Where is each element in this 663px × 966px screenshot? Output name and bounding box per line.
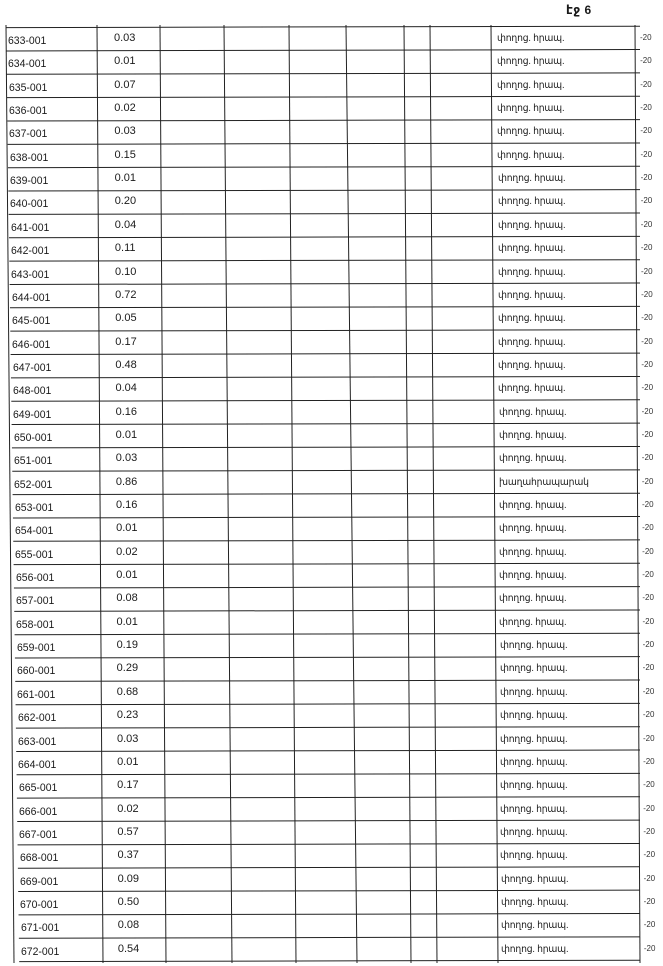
table-row (0, 681, 663, 704)
parcel-code: 666-001 (18, 805, 58, 818)
page-number: էջ 6 (566, 3, 592, 17)
row-note: -20 (641, 429, 654, 439)
land-use-description: փողոց. հրապ. (499, 523, 567, 535)
area-value: 0.03 (115, 452, 138, 465)
parcel-code: 670-001 (20, 898, 59, 911)
land-use-description: փողոց. հրապ. (500, 920, 569, 932)
parcel-code: 668-001 (19, 852, 58, 865)
parcel-code: 652-001 (14, 478, 53, 491)
parcel-code: 660-001 (16, 665, 56, 678)
land-use-description: փողոց. հրապ. (499, 686, 568, 698)
area-value: 0.11 (114, 242, 136, 255)
parcel-code: 650-001 (13, 431, 52, 444)
parcel-code: 636-001 (8, 105, 48, 118)
land-use-description: փողոց. հրապ. (497, 126, 565, 138)
row-note: -20 (641, 383, 654, 393)
table-row (0, 774, 663, 797)
row-note: -20 (643, 756, 655, 766)
table-row (0, 798, 663, 821)
area-value: 0.08 (117, 919, 140, 932)
row-note: -20 (640, 33, 652, 42)
land-use-description: փողոց. հրապ. (499, 616, 567, 628)
land-use-description: փողոց. հրապ. (498, 383, 566, 395)
area-value: 0.04 (114, 218, 137, 231)
parcel-code: 671-001 (20, 922, 59, 935)
row-note: -20 (643, 850, 656, 860)
area-value: 0.37 (117, 849, 139, 862)
row-note: -20 (641, 476, 654, 486)
table-row (0, 704, 663, 727)
area-value: 0.23 (116, 709, 139, 722)
parcel-code: 663-001 (17, 735, 57, 748)
area-value: 0.54 (117, 942, 140, 955)
table-row (0, 214, 663, 237)
table-row (0, 891, 663, 914)
table-row (0, 120, 663, 143)
table-row (0, 938, 663, 961)
land-use-description: փողոց. հրապ. (497, 173, 565, 185)
table-row (0, 914, 663, 937)
row-note: -20 (642, 570, 654, 580)
row-note: -20 (642, 523, 654, 533)
area-value: 0.01 (114, 172, 137, 185)
land-use-description: փողոց. հրապ. (498, 313, 566, 325)
row-note: -20 (640, 243, 653, 253)
parcel-code: 655-001 (15, 548, 54, 561)
parcel-code: 645-001 (11, 315, 51, 328)
area-value: 0.02 (117, 802, 139, 815)
area-value: 0.72 (115, 288, 137, 301)
land-use-description: փողոց. հրապ. (500, 826, 568, 838)
land-use-description: փողոց. հրապ. (500, 850, 568, 862)
area-value: 0.17 (115, 335, 137, 348)
table-row (0, 354, 663, 377)
area-value: 0.19 (116, 639, 138, 652)
table-row (0, 868, 663, 891)
row-note: -20 (641, 336, 653, 346)
table-row (0, 331, 663, 354)
land-use-description: փողոց. հրապ. (497, 219, 566, 231)
parcel-code: 651-001 (13, 455, 53, 468)
table-row (0, 50, 663, 73)
parcel-code: 661-001 (17, 688, 56, 701)
parcel-code: 665-001 (18, 782, 57, 795)
row-note: -20 (642, 640, 655, 650)
table-row (0, 657, 663, 680)
land-use-description: փողոց. հրապ. (498, 429, 567, 441)
row-note: -20 (640, 79, 652, 89)
area-value: 0.16 (115, 405, 137, 418)
land-use-description: փողոց. հրապ. (498, 359, 566, 371)
area-value: 0.04 (115, 382, 137, 395)
row-note: -20 (642, 710, 655, 720)
land-use-description: փողոց. հրապ. (497, 243, 566, 255)
row-note: -20 (642, 686, 655, 696)
land-use-description: փողոց. հրապ. (497, 266, 566, 278)
parcel-code: 637-001 (9, 128, 48, 141)
land-use-description: փողոց. հրապ. (500, 896, 568, 908)
table-row (0, 424, 663, 447)
row-note: -20 (642, 616, 655, 626)
table-row (0, 401, 663, 424)
area-value: 0.20 (114, 195, 137, 208)
land-use-description: փողոց. հրապ. (499, 663, 568, 675)
area-value: 0.03 (114, 125, 136, 138)
area-value: 0.01 (116, 615, 138, 628)
parcel-code: 672-001 (20, 945, 60, 958)
table-row (0, 307, 663, 330)
table-row (0, 634, 663, 657)
land-use-description: փողոց. հրապ. (499, 593, 567, 605)
land-use-description: փողոց. հրապ. (498, 336, 566, 348)
parcel-code: 649-001 (13, 408, 52, 421)
parcel-code: 642-001 (10, 245, 50, 258)
row-note: -20 (643, 943, 656, 953)
row-note: -20 (641, 406, 654, 416)
parcel-code: 643-001 (11, 268, 50, 281)
area-value: 0.01 (115, 428, 138, 441)
row-note: -20 (643, 803, 655, 813)
table-row (0, 190, 663, 213)
parcel-code: 664-001 (18, 758, 57, 771)
table-row (0, 167, 663, 190)
land-use-description: փողոց. հրապ. (500, 943, 569, 955)
area-value: 0.10 (114, 265, 137, 278)
row-note: -20 (643, 873, 656, 883)
area-value: 0.01 (116, 522, 138, 535)
parcel-code: 633-001 (8, 35, 47, 47)
area-value: 0.03 (114, 32, 136, 44)
row-note: -20 (640, 173, 653, 183)
land-use-description: փողոց. հրապ. (497, 79, 565, 91)
table-row (0, 97, 663, 120)
land-use-description: փողոց. հրապ. (500, 756, 568, 768)
land-use-description: փողոց. հրապ. (499, 570, 567, 582)
row-note: -20 (643, 826, 655, 836)
land-use-description: փողոց. հրապ. (500, 803, 568, 815)
row-note: -20 (642, 593, 654, 603)
table-row (0, 611, 663, 634)
land-use-description: փողոց. հրապ. (498, 406, 566, 418)
area-value: 0.17 (117, 779, 139, 792)
row-note: -20 (640, 56, 652, 66)
row-note: -20 (642, 733, 655, 743)
land-use-description: փողոց. հրապ. (498, 500, 567, 511)
row-note: -20 (640, 196, 653, 206)
parcel-code: 653-001 (14, 502, 53, 514)
parcel-code: 659-001 (16, 642, 55, 655)
table-row (0, 27, 663, 50)
parcel-code: 669-001 (19, 875, 59, 888)
table-row (0, 377, 663, 400)
area-value: 0.01 (116, 569, 138, 582)
row-note: -20 (641, 453, 654, 463)
land-use-description: փողոց. հրապ. (497, 103, 565, 115)
parcel-code: 640-001 (10, 198, 49, 211)
parcel-code: 639-001 (9, 175, 49, 188)
area-value: 0.50 (117, 895, 140, 908)
parcel-code: 634-001 (8, 58, 47, 71)
row-note: -20 (643, 780, 655, 790)
area-value: 0.86 (115, 475, 138, 488)
table-row (0, 564, 663, 587)
land-use-description: փողոց. հրապ. (498, 289, 566, 301)
parcel-code: 647-001 (12, 361, 51, 374)
area-value: 0.01 (114, 55, 136, 68)
table-row (0, 261, 663, 284)
row-note: -20 (640, 219, 653, 229)
table-row (0, 74, 663, 97)
parcel-code: 635-001 (8, 81, 48, 94)
table-row (0, 728, 663, 751)
land-use-description: փողոց. հրապ. (497, 33, 565, 44)
area-value: 0.09 (117, 872, 139, 885)
parcel-code: 646-001 (12, 338, 51, 351)
land-use-description: փողոց. հրապ. (497, 56, 565, 68)
area-value: 0.29 (116, 662, 139, 675)
parcel-code: 658-001 (16, 618, 55, 631)
table-row (0, 844, 663, 867)
row-note: -20 (641, 359, 653, 369)
table-row (0, 821, 663, 844)
land-use-description: փողոց. հրապ. (499, 733, 568, 745)
area-value: 0.08 (116, 592, 138, 605)
area-value: 0.68 (116, 685, 139, 698)
area-value: 0.15 (114, 148, 136, 161)
row-note: -20 (640, 266, 653, 276)
row-note: -20 (641, 500, 654, 509)
land-use-description: փողոց. հրապ. (497, 196, 566, 208)
parcel-code: 648-001 (12, 385, 52, 398)
table-row (0, 284, 663, 307)
area-value: 0.07 (114, 78, 136, 91)
land-use-description: փողոց. հրապ. (499, 640, 567, 652)
land-use-description: փողոց. հրապ. (499, 710, 568, 722)
area-value: 0.03 (116, 732, 139, 745)
parcel-code: 641-001 (10, 221, 49, 234)
row-note: -20 (642, 546, 654, 556)
row-note: -20 (640, 126, 652, 136)
land-use-description: փողոց. հրապ. (498, 453, 567, 465)
row-note: -20 (640, 149, 653, 159)
parcel-code: 662-001 (17, 712, 56, 725)
land-use-description: փողոց. հրապ. (500, 873, 568, 885)
row-note: -20 (641, 289, 653, 299)
area-value: 0.05 (115, 312, 137, 325)
table-row (0, 144, 663, 167)
row-note: -20 (642, 663, 655, 673)
table-row (0, 541, 663, 564)
row-note: -20 (643, 920, 656, 930)
area-value: 0.48 (115, 358, 137, 371)
parcel-code: 654-001 (14, 525, 54, 538)
land-use-description: փողոց. հրապ. (499, 546, 567, 558)
parcel-code: 644-001 (11, 291, 50, 304)
parcel-code: 667-001 (19, 828, 58, 841)
parcel-code: 657-001 (15, 595, 55, 608)
table-row (0, 587, 663, 610)
area-value: 0.57 (117, 825, 139, 838)
row-note: -20 (640, 103, 652, 113)
area-value: 0.01 (117, 755, 139, 768)
area-value: 0.16 (115, 499, 138, 511)
parcel-code: 638-001 (9, 151, 48, 164)
row-note: -20 (643, 896, 656, 906)
land-use-description: փողոց. հրապ. (497, 149, 565, 161)
area-value: 0.02 (116, 545, 138, 558)
table-row (0, 517, 663, 540)
table-row (0, 447, 663, 470)
parcel-code: 656-001 (15, 572, 54, 585)
land-use-description: խաղահրապարակ (498, 476, 589, 488)
area-value: 0.02 (114, 102, 136, 115)
table-row (0, 494, 663, 517)
table-row (0, 751, 663, 774)
table-row (0, 471, 663, 494)
table-row (0, 237, 663, 260)
land-use-description: փողոց. հրապ. (500, 780, 568, 792)
row-note: -20 (641, 313, 653, 323)
